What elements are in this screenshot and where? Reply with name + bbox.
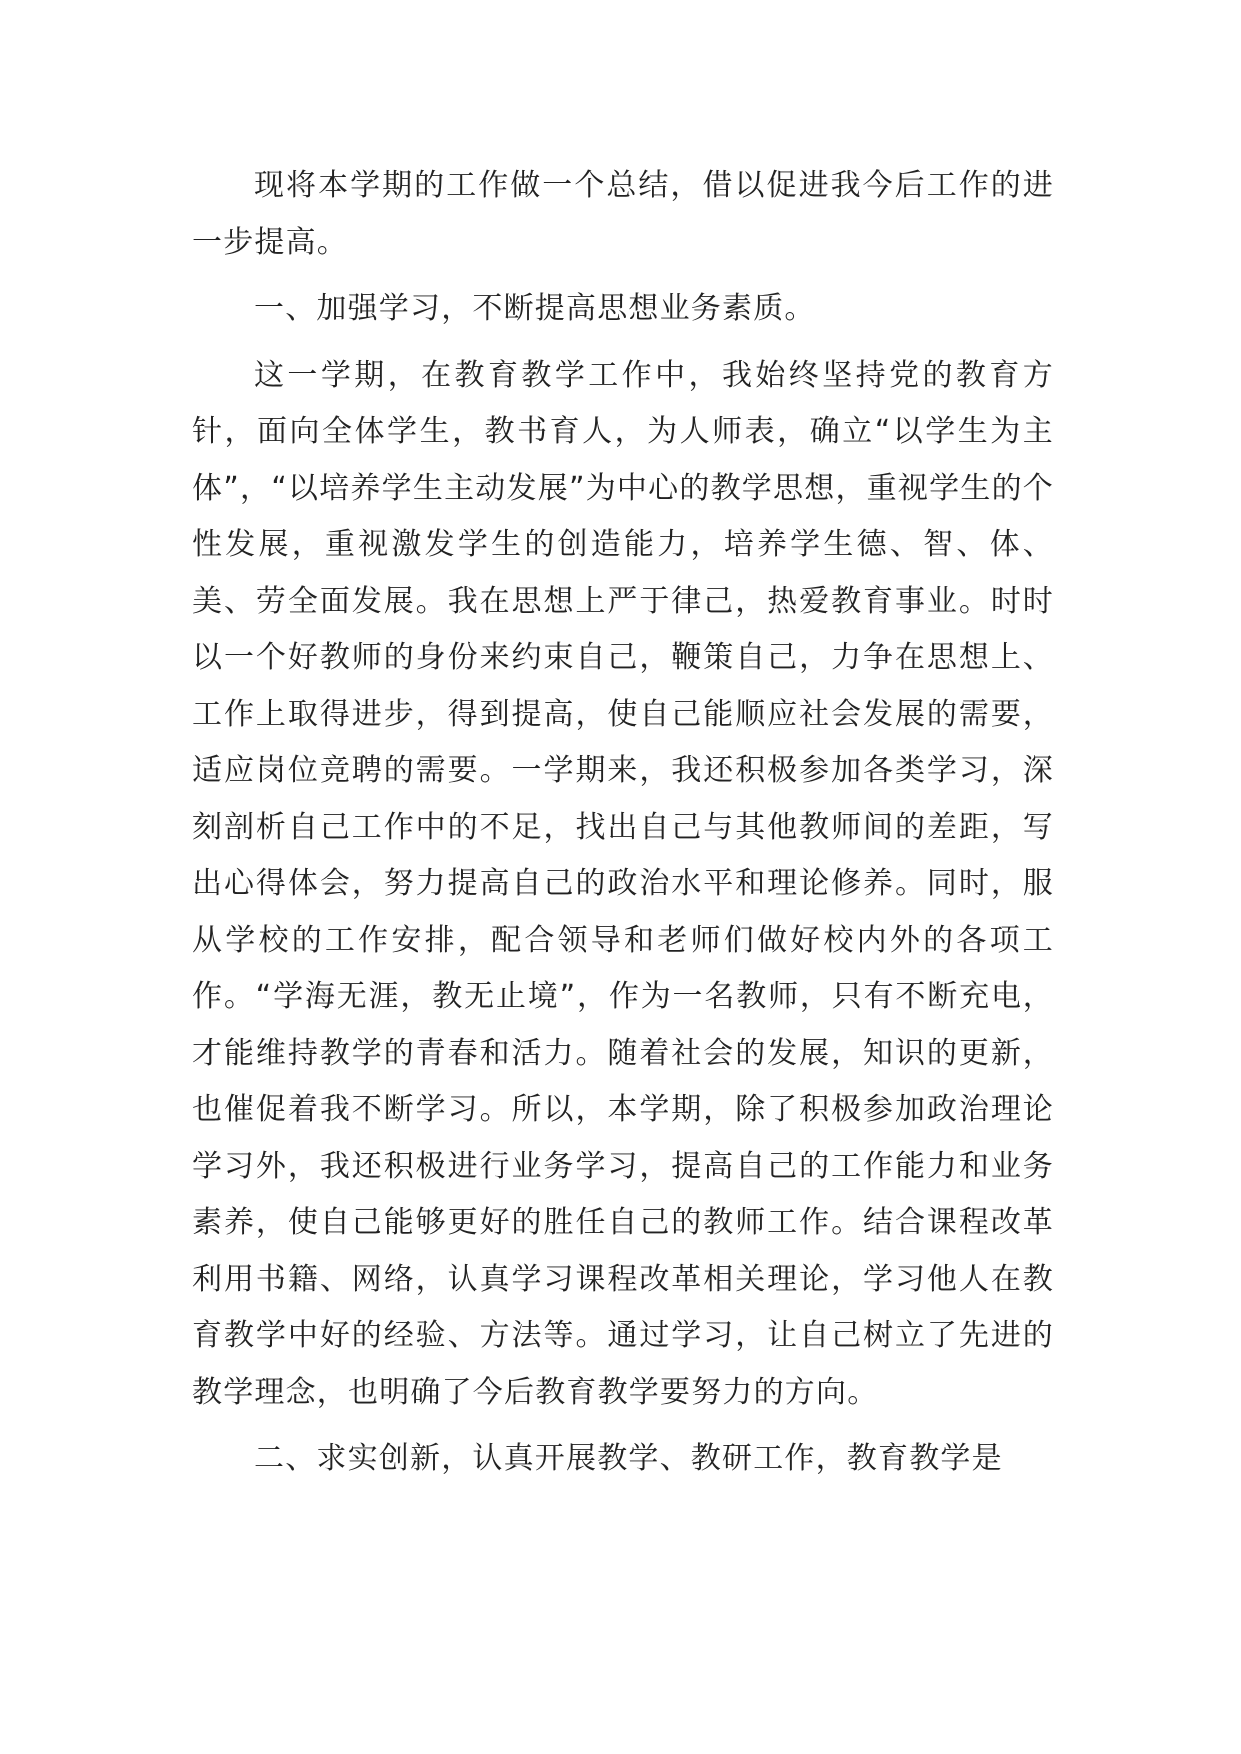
- section-heading-2: 二、求实创新，认真开展教学、教研工作，教育教学是: [254, 1441, 1003, 1476]
- paragraph-body: 这一学期，在教育教学工作中，我始终坚持党的教育方针，面向全体学生，教书育人，为人师表，确立“以学生为主体”，“以培养学生主动发展”为中心的教学思想，重视学生的个性发展，重视激发学生的创造能力，培养学生德、智、体、美、劳全面发展。我在思想上严于律己，热爱教育事业。时时以一个好教师的身份来约束自己，鞭策自己，力争在思想上、工作上取得进步，得到提高，使自己能顺应社会发展的需要，适应岗位竞聘的需要。一学期来，我还积极参加各类学习，深刻剖析自己工作中的不足，找出自己与其他教师间的差距，写出心得体会，努力提高自己的政治水平和理论修养。同时，服从学校的工作安排，配合领导和老师们做好校内外的各项工作。“学海无涯，教无止境”，作为一名教师，只有不断充电，才能维持教学的青春和活力。随着社会的发展，知识的更新，也催促着我不断学习。所以，本学期，除了积极参加政治理论学习外，我还积极进行业务学习，提高自己的工作能力和业务素养，使自己能够更好的胜任自己的教师工作。结合课程改革利用书籍、网络，认真学习课程改革相关理论，学习他人在教育教学中好的经验、方法等。通过学习，让自己树立了先进的教学理念，也明确了今后教育教学要努力的方向。: [192, 357, 1054, 1410]
- section-heading-1: 一、加强学习，不断提高思想业务素质。: [254, 291, 816, 326]
- document-body: [192, 158, 1054, 1498]
- paragraph-intro: 现将本学期的工作做一个总结，借以促进我今后工作的进一步提高。: [192, 168, 1054, 260]
